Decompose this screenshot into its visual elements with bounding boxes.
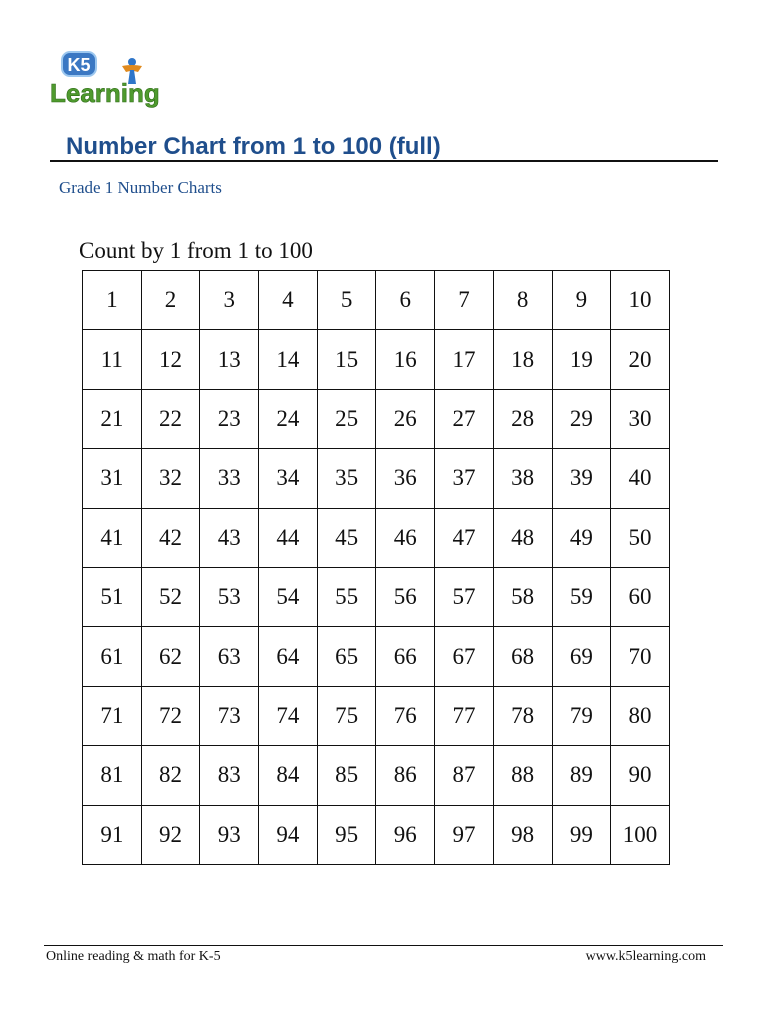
number-cell: 48 xyxy=(493,508,552,567)
number-cell: 44 xyxy=(259,508,318,567)
number-cell: 91 xyxy=(83,805,142,864)
number-cell: 22 xyxy=(141,389,200,448)
number-cell: 29 xyxy=(552,389,611,448)
number-cell: 57 xyxy=(435,567,494,626)
number-cell: 24 xyxy=(259,389,318,448)
number-cell: 64 xyxy=(259,627,318,686)
number-cell: 62 xyxy=(141,627,200,686)
number-cell: 18 xyxy=(493,330,552,389)
number-cell: 31 xyxy=(83,449,142,508)
number-cell: 71 xyxy=(83,686,142,745)
number-cell: 1 xyxy=(83,271,142,330)
number-cell: 100 xyxy=(611,805,670,864)
number-cell: 75 xyxy=(317,686,376,745)
number-cell: 8 xyxy=(493,271,552,330)
number-cell: 81 xyxy=(83,746,142,805)
number-cell: 66 xyxy=(376,627,435,686)
number-cell: 13 xyxy=(200,330,259,389)
number-cell: 40 xyxy=(611,449,670,508)
number-cell: 2 xyxy=(141,271,200,330)
number-cell: 76 xyxy=(376,686,435,745)
footer-divider xyxy=(44,945,723,946)
table-row xyxy=(83,805,670,864)
number-cell: 77 xyxy=(435,686,494,745)
number-cell: 96 xyxy=(376,805,435,864)
number-cell: 27 xyxy=(435,389,494,448)
number-cell: 79 xyxy=(552,686,611,745)
k5-learning-logo xyxy=(48,50,188,112)
number-cell: 51 xyxy=(83,567,142,626)
number-cell: 93 xyxy=(200,805,259,864)
number-cell: 63 xyxy=(200,627,259,686)
title-divider xyxy=(50,160,718,162)
table-row xyxy=(83,627,670,686)
number-cell: 7 xyxy=(435,271,494,330)
number-cell: 46 xyxy=(376,508,435,567)
number-cell: 9 xyxy=(552,271,611,330)
number-cell: 53 xyxy=(200,567,259,626)
number-cell: 19 xyxy=(552,330,611,389)
number-cell: 74 xyxy=(259,686,318,745)
logo-wordmark: Learning xyxy=(50,78,160,108)
table-row xyxy=(83,330,670,389)
number-cell: 54 xyxy=(259,567,318,626)
number-cell: 87 xyxy=(435,746,494,805)
number-cell: 37 xyxy=(435,449,494,508)
number-cell: 49 xyxy=(552,508,611,567)
number-cell: 36 xyxy=(376,449,435,508)
logo-badge-text: K5 xyxy=(67,55,91,75)
number-cell: 4 xyxy=(259,271,318,330)
table-row xyxy=(83,271,670,330)
number-cell: 21 xyxy=(83,389,142,448)
number-cell: 84 xyxy=(259,746,318,805)
number-cell: 10 xyxy=(611,271,670,330)
table-row xyxy=(83,449,670,508)
number-cell: 67 xyxy=(435,627,494,686)
table-row xyxy=(83,389,670,448)
number-cell: 14 xyxy=(259,330,318,389)
number-cell: 97 xyxy=(435,805,494,864)
number-cell: 72 xyxy=(141,686,200,745)
number-cell: 70 xyxy=(611,627,670,686)
k5-learning-logo-icon xyxy=(48,50,188,112)
number-cell: 34 xyxy=(259,449,318,508)
number-cell: 69 xyxy=(552,627,611,686)
page-subtitle: Grade 1 Number Charts xyxy=(59,178,222,197)
number-cell: 3 xyxy=(200,271,259,330)
number-cell: 6 xyxy=(376,271,435,330)
number-cell: 50 xyxy=(611,508,670,567)
number-cell: 15 xyxy=(317,330,376,389)
number-chart-body xyxy=(83,271,670,865)
number-cell: 86 xyxy=(376,746,435,805)
number-cell: 56 xyxy=(376,567,435,626)
footer-tagline: Online reading & math for K-5 xyxy=(46,949,221,964)
number-cell: 90 xyxy=(611,746,670,805)
number-cell: 25 xyxy=(317,389,376,448)
number-cell: 42 xyxy=(141,508,200,567)
number-cell: 30 xyxy=(611,389,670,448)
number-chart-table xyxy=(82,270,670,865)
number-cell: 17 xyxy=(435,330,494,389)
footer-website: www.k5learning.com xyxy=(585,949,706,964)
number-cell: 20 xyxy=(611,330,670,389)
number-cell: 55 xyxy=(317,567,376,626)
number-cell: 47 xyxy=(435,508,494,567)
table-row xyxy=(83,567,670,626)
number-cell: 45 xyxy=(317,508,376,567)
number-cell: 38 xyxy=(493,449,552,508)
number-cell: 83 xyxy=(200,746,259,805)
number-cell: 58 xyxy=(493,567,552,626)
number-cell: 60 xyxy=(611,567,670,626)
number-cell: 89 xyxy=(552,746,611,805)
number-cell: 23 xyxy=(200,389,259,448)
number-cell: 32 xyxy=(141,449,200,508)
page-title: Number Chart from 1 to 100 (full) xyxy=(66,133,441,160)
number-cell: 95 xyxy=(317,805,376,864)
number-cell: 12 xyxy=(141,330,200,389)
number-cell: 59 xyxy=(552,567,611,626)
number-cell: 80 xyxy=(611,686,670,745)
number-cell: 52 xyxy=(141,567,200,626)
number-cell: 73 xyxy=(200,686,259,745)
table-row xyxy=(83,508,670,567)
number-cell: 65 xyxy=(317,627,376,686)
number-cell: 99 xyxy=(552,805,611,864)
worksheet-instruction: Count by 1 from 1 to 100 xyxy=(79,238,313,263)
table-row xyxy=(83,746,670,805)
number-cell: 43 xyxy=(200,508,259,567)
number-cell: 5 xyxy=(317,271,376,330)
number-cell: 11 xyxy=(83,330,142,389)
number-cell: 88 xyxy=(493,746,552,805)
number-cell: 98 xyxy=(493,805,552,864)
number-cell: 92 xyxy=(141,805,200,864)
number-cell: 82 xyxy=(141,746,200,805)
number-cell: 35 xyxy=(317,449,376,508)
number-cell: 28 xyxy=(493,389,552,448)
number-cell: 68 xyxy=(493,627,552,686)
table-row xyxy=(83,686,670,745)
number-cell: 78 xyxy=(493,686,552,745)
number-cell: 39 xyxy=(552,449,611,508)
number-cell: 41 xyxy=(83,508,142,567)
number-cell: 85 xyxy=(317,746,376,805)
number-cell: 33 xyxy=(200,449,259,508)
number-cell: 94 xyxy=(259,805,318,864)
number-cell: 61 xyxy=(83,627,142,686)
number-cell: 16 xyxy=(376,330,435,389)
number-cell: 26 xyxy=(376,389,435,448)
